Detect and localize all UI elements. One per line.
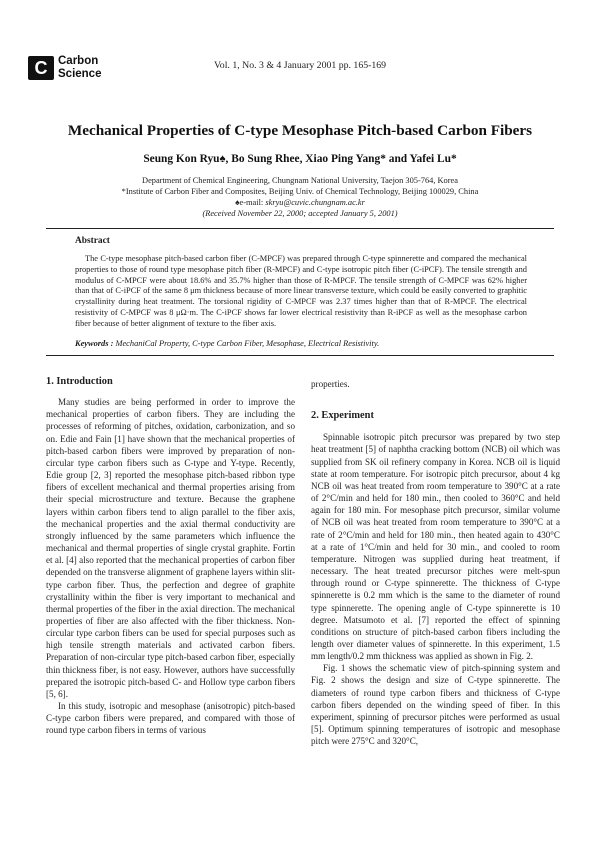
affiliation-dept: Department of Chemical Engineering, Chungnam National University, Taejon 305-764, Korea bbox=[142, 176, 458, 185]
intro-paragraph-2: In this study, isotropic and mesophase (anisotropic) pitch-based C-type carbon fibers were prepared, and compared with those of round type carbon fibers in terms of various bbox=[46, 701, 295, 736]
experiment-paragraph-1: Spinnable isotropic pitch precursor was prepared by two step heat treatment [5] of naphtha cracking bottom (NCB) oil which was supplied from SK oil refinery company in Korea. NCB oil is liquid state at room temperature. For isotropic pitch precursor, about 4 kg NCB oil was heat treated from room temperature to 390°C at a rate of 2°C/min and held for 180 min., then cooled to 360°C and held again for 180 min. For mesophase pitch precursor, similar volume of NCB oil was heat treated from room temperature to 390°C at a rate of 2°C/min and held for 180 min., then heated again to 430°C at a rate of 1°C/min and held for 30 min., and cooled to room temperature. Nitrogen was supplied during heat treatment, if necessary. The heat treated precursor pitches were melt-spun through round or C-type spinnerette. The thickness of C-type spinnerette is 0.2 mm which is the same to the diameter of round type spinnerette. The opening angle of C-type spinnerette is 10 degree. Matsumoto et al. [7] reported the effect of spinning conditions on structure of pitch-based carbon fibers including the length over diameter values of spinnerette. In this experiment, 1.5 mm length/0.2 mm thickness was applied as shown in Fig. 2. bbox=[311, 432, 560, 662]
abstract-bottom-rule bbox=[46, 355, 554, 356]
left-column bbox=[46, 376, 295, 737]
keywords-line bbox=[75, 339, 535, 348]
email-line bbox=[0, 198, 600, 207]
journal-logo bbox=[28, 56, 54, 80]
experiment-paragraph-2: Fig. 1 shows the schematic view of pitch-spinning system and Fig. 2 shows the design and size of C-type spinnerette. The diameters of round type carbon fibers and thickness of C-type carbon fibers depended on the winding speed of fiber. In this experiment, spinning of precursor pitches were performed as usual [5]. Optimum spinning temperatures of isotropic and mesophase pitch were 275°C and 320°C, bbox=[311, 663, 560, 747]
received-dates: (Received November 22, 2000; accepted January 5, 2001) bbox=[202, 209, 398, 218]
affiliation-institute: *Institute of Carbon Fiber and Composites, Beijing Univ. of Chemical Technology, Beijing 100029, China bbox=[121, 187, 479, 196]
paper-title: Mechanical Properties of C-type Mesophase Pitch-based Carbon Fibers bbox=[67, 122, 533, 139]
right-column bbox=[311, 378, 560, 747]
journal-info: Vol. 1, No. 3 & 4 January 2001 pp. 165-169 bbox=[214, 60, 387, 71]
section-heading-introduction: 1. Introduction bbox=[46, 376, 113, 387]
journal-name-line1: Carbon bbox=[58, 55, 99, 67]
author-list: Seung Kon Ryu♠, Bo Sung Rhee, Xiao Ping Yang* and Yafei Lu* bbox=[143, 153, 457, 165]
keywords-list: MechaniCal Property, C-type Carbon Fiber, Mesophase, Electrical Resistivity. bbox=[115, 339, 380, 348]
abstract-text: The C-type mesophase pitch-based carbon fiber (C-MPCF) was prepared through C-type spinnerette and compared the mechanical properties to those of round type mesophase pitch fiber (R-MPCF) and C-type isotropic pitch fiber (C-iPCF). The tensile strength and modulus of C-MPCF were about 18.6% and 35.7% higher than those of R-MPCF. The tensile strength of C-MPCF was 62% higher than that of C-iPCF of the same 8 μm thickness because of more linear transverse texture, which could be easily converted to graphitic crystallinity during heat treatment. The torsional rigidity of C-MPCF was 2.37 times higher than that of R-MPCF. The electrical resistivity of C-MPCF was 8 μΩ·m. The C-iPCF shows far lower electrical resistivity than R-iPCF as well as the mesophase carbon fiber because of better alignment of texture to the fiber axis. bbox=[75, 254, 527, 328]
email-address: skryu@cuvic.chungnam.ac.kr bbox=[265, 198, 365, 207]
journal-name bbox=[58, 55, 101, 81]
abstract-top-rule bbox=[46, 228, 554, 229]
journal-name-line2: Science bbox=[58, 68, 102, 80]
logo-letter: C bbox=[34, 58, 48, 78]
section-heading-experiment: 2. Experiment bbox=[311, 410, 374, 422]
email-label: ♠e-mail: bbox=[235, 198, 266, 207]
keywords-label: Keywords : bbox=[75, 339, 116, 348]
abstract-heading: Abstract bbox=[75, 236, 110, 246]
intro-continuation: properties. bbox=[311, 379, 350, 389]
intro-paragraph-1: Many studies are being performed in order to improve the mechanical properties of carbon fibers. They are including the processes of reforming of pitches, oxidation, carbonization, and so on. Edie and Fain [1] have shown that the mechanical properties of pitch-based carbon fibers were improved by preparation of non-circular type carbon fibers such as C-type and Y-type. Recently, Edie group [2, 3] reported the mesophase pitch-based ribbon type fibers of excellent mechanical and thermal properties arising from their special microstructure and texture. Because the graphene layers within carbon fibers tend to align parallel to the fiber axis, the mechanical properties and the axial thermal conductivity are strongly influenced by the same parameters which influence the mechanical and thermal properties of single crystal graphite. Fortin et al. [4] also reported that the mechanical properties of carbon fiber depended on the transverse alignment of graphene layers within slit-type carbon fiber. Thus, the perfection and degree of graphite crystallinity within the fiber is very important to mechanical and thermal properties of the fiber in the axial direction. The mechanical properties of fiber are also affected with the fiber thickness. Non-circular type carbon fibers can be used for special purposes such as high tensile strength materials and activated carbon fibers. Preparation of non-circular type pitch-based carbon fiber, especially thin thickness fiber, is not easy. However, authors have successfully prepared the isotropic pitch-based C- and Hollow type carbon fibers [5, 6]. bbox=[46, 397, 295, 699]
